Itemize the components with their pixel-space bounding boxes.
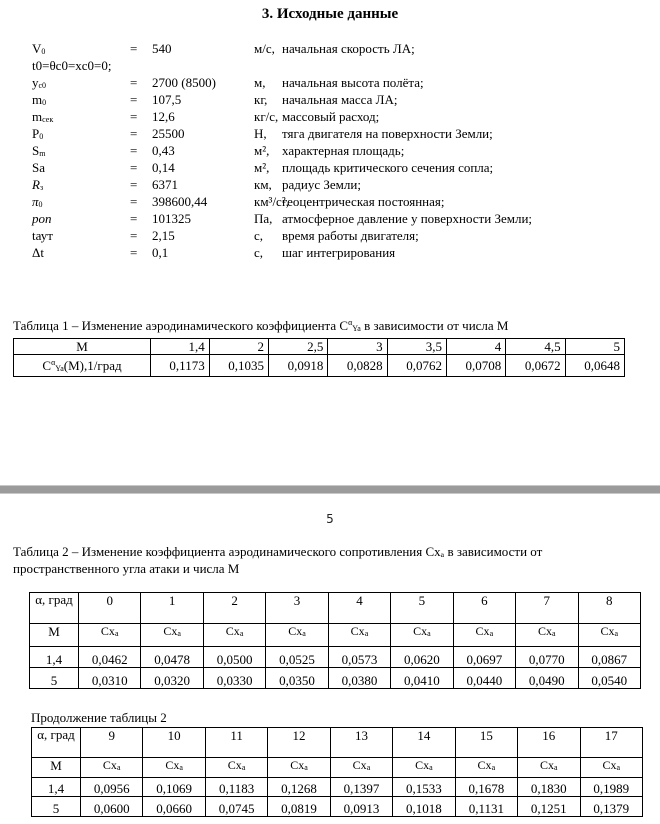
table1-row-coef [14,355,625,377]
parameter-symbol [32,244,142,261]
alpha-value-cell: 13 [330,728,392,758]
table1-coef-cell: 0,0648 [565,355,624,377]
parameter-description: начальная скорость ЛА; [282,41,415,56]
table1-caption-text: Таблица 1 – Изменение аэродинамического коэффициента C [13,318,349,333]
parameter-value: 540 [152,41,172,56]
cx-value-cell: 0,1830 [518,778,580,797]
parameter-symbol-main: Sa [32,160,45,175]
equals-sign: = [130,109,138,124]
table-row-cx-label [30,624,641,647]
table2-continuation [31,727,643,817]
parameter-symbol-sub: m [39,149,46,158]
alpha-value-cell: 4 [328,593,390,624]
alpha-value-cell: 0 [79,593,141,624]
mach-value-cell: 5 [30,668,79,689]
parameter-symbol-sub: 0 [39,132,44,141]
cx-label-cell: $Cx_a$ [330,758,392,778]
table1-coef-cell: 0,0828 [328,355,387,377]
table1-coef-cell: 0,0672 [506,355,565,377]
cx-label-cell: $Cx_a$ [453,624,515,647]
table-row-alpha [30,593,641,624]
alpha-value-cell: 11 [205,728,267,758]
parameter-symbol-main: m [32,109,43,124]
table1-coef-cell: 0,1035 [209,355,268,377]
mach-value-cell: 1,4 [30,647,79,668]
parameter-symbol-sub: 0 [38,200,43,209]
parameter-symbol [32,210,142,227]
cx-value-cell: 0,1533 [393,778,455,797]
equals-sign: = [130,177,138,192]
alpha-value-cell: 2 [203,593,265,624]
table1-mach-cell: 1,4 [151,339,210,355]
cx-label-cell: $Cx_a$ [203,624,265,647]
table2 [29,592,641,689]
parameter-unit: с, [254,228,264,243]
equals-sign: = [130,228,138,243]
cx-label-cell: $Cx_a$ [393,758,455,778]
cx-label-cell: $Cx_a$ [455,758,517,778]
parameter-unit: м², [254,143,270,158]
parameter-unit: Н, [254,126,267,141]
parameter-symbol-main: m [32,92,43,107]
table1-mach-cell: 4 [446,339,505,355]
cx-label-cell: $Cx_a$ [268,758,330,778]
table1-mach-cell: 3,5 [387,339,446,355]
parameter-value: 12,6 [152,109,175,124]
parameter-symbol-sub: з [39,183,44,192]
cx-value-cell: 0,0660 [143,797,205,817]
parameter-description: тяга двигателя на поверхности Земли; [282,126,493,141]
page-number: 5 [326,512,334,526]
parameter-unit: Па, [254,211,273,226]
section-title: 3. Исходные данные [261,6,399,22]
alpha-value-cell: 5 [391,593,453,624]
table1-coef-cell: 0,0762 [387,355,446,377]
parameter-description: геоцентрическая постоянная; [282,194,445,209]
cx-value-cell: 0,0500 [203,647,265,668]
cx-value-cell: 0,1183 [205,778,267,797]
cx-label-cell: $Cx_a$ [205,758,267,778]
cx-label-cell: $Cx_a$ [580,758,643,778]
cx-label-cell: $Cx_a$ [328,624,390,647]
alpha-value-cell: 10 [143,728,205,758]
table2-caption-line1: Таблица 2 – Изменение коэффициента аэродинамического сопротивления Cxₐ в зависимости от [13,544,543,559]
equals-sign: = [130,75,138,90]
cx-value-cell: 0,1131 [455,797,517,817]
table2-continuation-caption: Продолжение таблицы 2 [31,710,167,725]
cx-value-cell: 0,0462 [79,647,141,668]
table-row [30,647,641,668]
parameter-unit: м², [254,160,270,175]
parameter-symbol-sub: 0 [42,98,47,107]
cx-label-cell: $Cx_a$ [81,758,143,778]
parameter-description: шаг интегрирования [282,245,396,260]
parameter-symbol-main: y [32,75,39,90]
equals-sign: = [130,143,138,158]
cx-value-cell: 0,0620 [391,647,453,668]
cx-value-cell: 0,0490 [516,668,578,689]
parameter-unit: кг, [254,92,268,107]
parameter-symbol [32,159,142,176]
parameter-symbol-main: t0=θc0=xc0=0; [32,58,112,73]
equals-sign: = [130,126,138,141]
table1-coef-cell: 0,0918 [269,355,328,377]
page-separator [0,485,660,494]
parameter-unit: с, [254,245,264,260]
mach-header-cell: М [32,758,81,778]
equals-sign: = [130,194,138,209]
parameter-unit: кг/с, [254,109,279,124]
cx-value-cell: 0,1989 [580,778,643,797]
table1-coef-cell: 0,1173 [151,355,210,377]
cx-value-cell: 0,0956 [81,778,143,797]
cx-label-cell: $Cx_a$ [518,758,580,778]
cx-label-cell: $Cx_a$ [141,624,203,647]
cx-label-cell: $Cx_a$ [143,758,205,778]
parameter-symbol-sub: 0 [41,47,46,56]
parameter-unit: км³/с², [254,194,289,209]
equals-sign: = [130,245,138,260]
table-row [30,668,641,689]
parameter-value: 107,5 [152,92,182,107]
parameter-symbol-sub: c0 [38,81,47,90]
table1 [13,338,625,377]
alpha-header-cell: α, град [30,593,79,624]
cx-value-cell: 0,0410 [391,668,453,689]
cx-value-cell: 0,0320 [141,668,203,689]
cx-value-cell: 0,0770 [516,647,578,668]
parameter-symbol-main: V [32,41,42,56]
parameter-description: массовый расход; [282,109,380,124]
equals-sign: = [130,211,138,226]
alpha-header-cell: α, град [32,728,81,758]
table1-caption [13,318,509,334]
parameter-description: площадь критического сечения сопла; [282,160,494,175]
table1-caption-tail: в зависимости от числа М [360,318,509,333]
cx-value-cell: 0,0745 [205,797,267,817]
equals-sign: = [130,160,138,175]
parameter-value: 2,15 [152,228,175,243]
table1-row-mach [14,339,625,355]
table1-caption-sup: α [348,318,353,327]
alpha-value-cell: 16 [518,728,580,758]
table2-caption-line2: пространственного угла атаки и числа М [13,561,240,576]
parameter-symbol [32,227,142,244]
cx-value-cell: 0,0380 [328,668,390,689]
cx-label-cell: $Cx_a$ [578,624,641,647]
cx-label-cell: $Cx_a$ [79,624,141,647]
alpha-value-cell: 8 [578,593,641,624]
parameter-value: 398600,44 [152,194,208,209]
parameter-value: 6371 [152,177,178,192]
cx-value-cell: 0,1678 [455,778,517,797]
table1-header-coef: $C^\alpha_{Ya}(M),1$/град [14,355,151,377]
parameter-description: начальная высота полёта; [282,75,424,90]
cx-value-cell: 0,0867 [578,647,641,668]
parameter-value: 0,14 [152,160,175,175]
parameter-symbol-sub: сек [42,115,54,124]
cx-value-cell: 0,1018 [393,797,455,817]
cx-value-cell: 0,0330 [203,668,265,689]
parameter-value: 2700 (8500) [152,75,216,90]
cx-value-cell: 0,1397 [330,778,392,797]
parameter-value: 0,1 [152,245,169,260]
alpha-value-cell: 15 [455,728,517,758]
equals-sign: = [130,41,138,56]
equals-sign: = [130,92,138,107]
alpha-value-cell: 3 [266,593,328,624]
cx-value-cell: 0,1069 [143,778,205,797]
cx-value-cell: 0,0525 [266,647,328,668]
mach-value-cell: 1,4 [32,778,81,797]
table1-mach-cell: 4,5 [506,339,565,355]
parameter-symbol-main: π [32,194,39,209]
table1-header-mach: М [14,339,151,355]
cx-value-cell: 0,0819 [268,797,330,817]
parameter-symbol-main: Δt [32,245,44,260]
table1-mach-cell: 2,5 [269,339,328,355]
parameter-unit: м, [254,75,266,90]
alpha-value-cell: 6 [453,593,515,624]
cx-label-cell: $Cx_a$ [266,624,328,647]
table1-mach-cell: 5 [565,339,624,355]
mach-header-cell: М [30,624,79,647]
cx-value-cell: 0,0478 [141,647,203,668]
cx-label-cell: $Cx_a$ [516,624,578,647]
parameter-symbol-main: S [32,143,40,158]
table1-mach-cell: 2 [209,339,268,355]
parameter-symbol [32,57,142,74]
alpha-value-cell: 7 [516,593,578,624]
table1-caption-sub: Ya [352,324,361,333]
cx-value-cell: 0,0697 [453,647,515,668]
parameter-symbol-main: tаут [32,228,53,243]
alpha-value-cell: 1 [141,593,203,624]
parameter-unit: м/с, [254,41,275,56]
alpha-value-cell: 9 [81,728,143,758]
parameter-value: 101325 [152,211,191,226]
cx-value-cell: 0,1268 [268,778,330,797]
parameter-description: начальная масса ЛА; [282,92,398,107]
table1-coef-cell: 0,0708 [446,355,505,377]
cx-value-cell: 0,0310 [79,668,141,689]
table-row-cx-label [32,758,643,778]
cx-value-cell: 0,1379 [580,797,643,817]
parameter-symbol-main: R [32,177,40,192]
cx-value-cell: 0,0540 [578,668,641,689]
parameter-symbol-main: P [32,126,40,141]
cx-value-cell: 0,0600 [81,797,143,817]
alpha-value-cell: 14 [393,728,455,758]
parameter-description: характерная площадь; [282,143,405,158]
parameter-value: 25500 [152,126,185,141]
cx-value-cell: 0,0440 [453,668,515,689]
table-row [32,778,643,797]
alpha-value-cell: 17 [580,728,643,758]
alpha-value-cell: 12 [268,728,330,758]
cx-value-cell: 0,0573 [328,647,390,668]
cx-value-cell: 0,0913 [330,797,392,817]
parameter-description: время работы двигателя; [282,228,419,243]
parameter-description: радиус Земли; [282,177,361,192]
table1-mach-cell: 3 [328,339,387,355]
cx-value-cell: 0,0350 [266,668,328,689]
parameter-description: атмосферное давление у поверхности Земли; [282,211,533,226]
mach-value-cell: 5 [32,797,81,817]
cx-value-cell: 0,1251 [518,797,580,817]
parameter-unit: км, [254,177,272,192]
table-row-alpha [32,728,643,758]
parameter-symbol-main: pon [32,211,52,226]
cx-label-cell: $Cx_a$ [391,624,453,647]
table-row [32,797,643,817]
parameter-value: 0,43 [152,143,175,158]
